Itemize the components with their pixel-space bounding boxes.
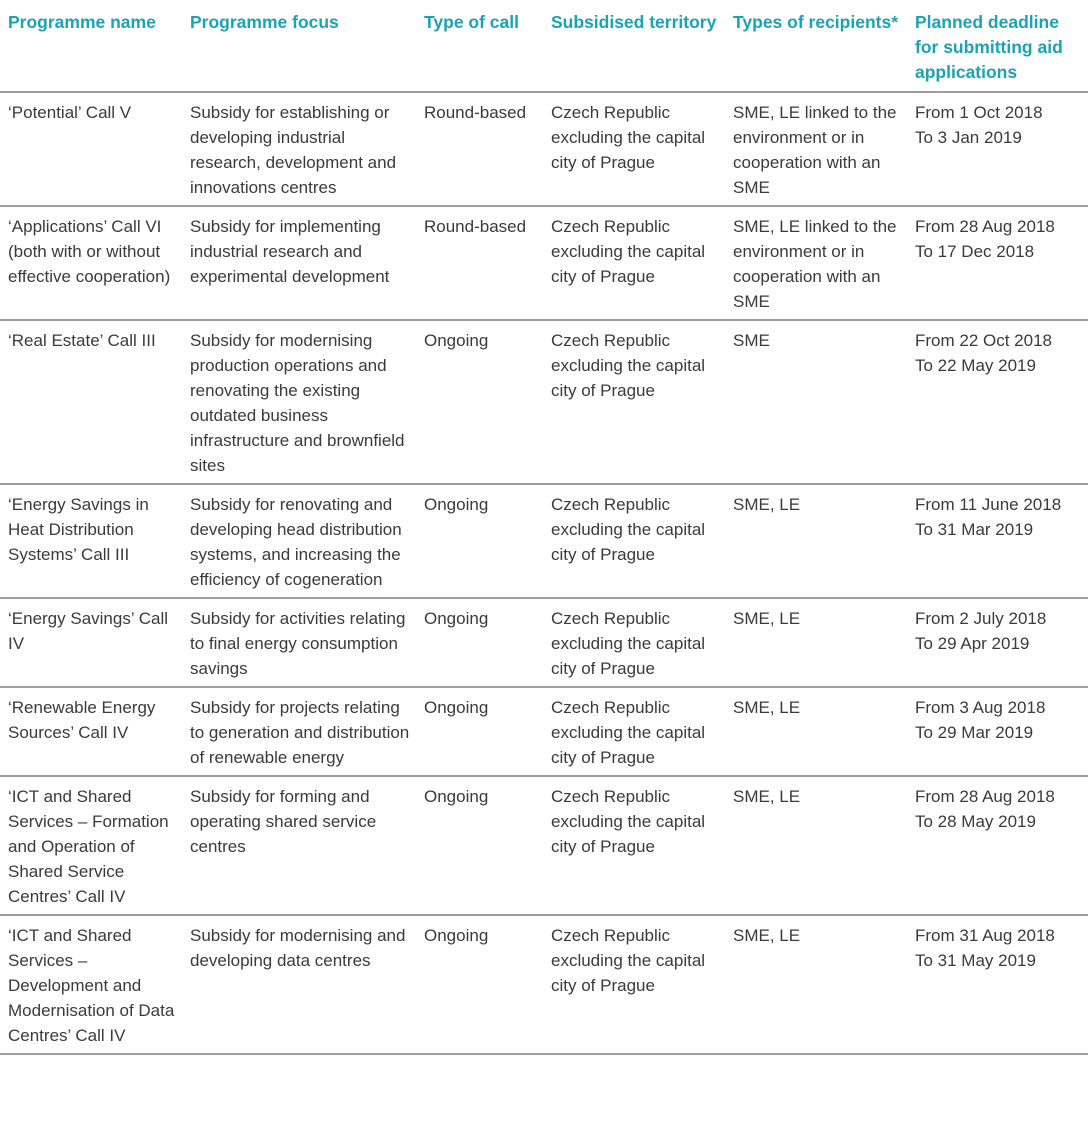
type-of-call: Ongoing	[416, 776, 543, 915]
deadline-from: From 28 Aug 2018	[915, 217, 1055, 236]
deadline-from: From 2 July 2018	[915, 609, 1047, 628]
planned-deadline	[907, 92, 1088, 206]
planned-deadline	[907, 776, 1088, 915]
types-of-recipients: SME, LE	[725, 687, 907, 776]
header-subsidised-territory: Subsidised territory	[543, 0, 725, 92]
programme-name: ‘Energy Savings’ Call IV	[0, 598, 182, 687]
deadline-to: To 22 May 2019	[915, 356, 1036, 375]
subsidised-territory: Czech Republic excluding the capital city of Prague	[543, 687, 725, 776]
subsidised-territory: Czech Republic excluding the capital city of Prague	[543, 776, 725, 915]
type-of-call: Ongoing	[416, 598, 543, 687]
types-of-recipients: SME, LE	[725, 598, 907, 687]
deadline-from: From 22 Oct 2018	[915, 331, 1053, 350]
planned-deadline	[907, 598, 1088, 687]
table-header	[0, 0, 1088, 92]
programme-focus: Subsidy for modernising and developing data centres	[182, 915, 416, 1054]
programme-focus: Subsidy for projects relating to generation and distribution of renewable energy	[182, 687, 416, 776]
deadline-to: To 31 May 2019	[915, 951, 1036, 970]
types-of-recipients: SME, LE linked to the environment or in cooperation with an SME	[725, 206, 907, 320]
header-planned-deadline: Planned deadline for submitting aid applications	[907, 0, 1088, 92]
planned-deadline	[907, 320, 1088, 484]
deadline-to: To 29 Apr 2019	[915, 634, 1030, 653]
subsidised-territory: Czech Republic excluding the capital city of Prague	[543, 915, 725, 1054]
planned-deadline	[907, 206, 1088, 320]
planned-deadline	[907, 915, 1088, 1054]
programme-focus: Subsidy for forming and operating shared service centres	[182, 776, 416, 915]
type-of-call: Round-based	[416, 206, 543, 320]
deadline-from: From 28 Aug 2018	[915, 787, 1055, 806]
programme-name: ‘Applications’ Call VI (both with or without effective cooperation)	[0, 206, 182, 320]
planned-deadline	[907, 484, 1088, 598]
types-of-recipients: SME	[725, 320, 907, 484]
subsidised-territory: Czech Republic excluding the capital city of Prague	[543, 206, 725, 320]
programme-name: ‘Renewable Energy Sources’ Call IV	[0, 687, 182, 776]
table-row	[0, 776, 1088, 915]
programme-name: ‘ICT and Shared Services – Formation and Operation of Shared Service Centres’ Call IV	[0, 776, 182, 915]
programme-focus: Subsidy for implementing industrial research and experimental development	[182, 206, 416, 320]
header-row	[0, 0, 1088, 92]
programme-name: ‘Energy Savings in Heat Distribution Systems’ Call III	[0, 484, 182, 598]
header-programme-name: Programme name	[0, 0, 182, 92]
deadline-from: From 3 Aug 2018	[915, 698, 1046, 717]
programme-focus: Subsidy for modernising production operations and renovating the existing outdated business infrastructure and brownfield sites	[182, 320, 416, 484]
programme-focus: Subsidy for renovating and developing head distribution systems, and increasing the efficiency of cogeneration	[182, 484, 416, 598]
programme-focus: Subsidy for establishing or developing industrial research, development and innovations centres	[182, 92, 416, 206]
table-row	[0, 484, 1088, 598]
programme-focus: Subsidy for activities relating to final energy consumption savings	[182, 598, 416, 687]
types-of-recipients: SME, LE linked to the environment or in cooperation with an SME	[725, 92, 907, 206]
types-of-recipients: SME, LE	[725, 776, 907, 915]
deadline-from: From 31 Aug 2018	[915, 926, 1055, 945]
types-of-recipients: SME, LE	[725, 915, 907, 1054]
table-row	[0, 92, 1088, 206]
programme-name: ‘Potential’ Call V	[0, 92, 182, 206]
table-row	[0, 598, 1088, 687]
header-types-of-recipients: Types of recipients*	[725, 0, 907, 92]
deadline-to: To 17 Dec 2018	[915, 242, 1035, 261]
deadline-to: To 29 Mar 2019	[915, 723, 1034, 742]
deadline-from: From 11 June 2018	[915, 495, 1062, 514]
header-programme-focus: Programme focus	[182, 0, 416, 92]
subsidised-territory: Czech Republic excluding the capital city of Prague	[543, 598, 725, 687]
programme-name: ‘Real Estate’ Call III	[0, 320, 182, 484]
table-row	[0, 687, 1088, 776]
table-row	[0, 206, 1088, 320]
programme-name: ‘ICT and Shared Services – Development and Modernisation of Data Centres’ Call IV	[0, 915, 182, 1054]
deadline-from: From 1 Oct 2018	[915, 103, 1043, 122]
type-of-call: Ongoing	[416, 915, 543, 1054]
type-of-call: Round-based	[416, 92, 543, 206]
type-of-call: Ongoing	[416, 484, 543, 598]
subsidised-territory: Czech Republic excluding the capital city of Prague	[543, 320, 725, 484]
deadline-to: To 31 Mar 2019	[915, 520, 1034, 539]
table-body	[0, 92, 1088, 1054]
subsidised-territory: Czech Republic excluding the capital city of Prague	[543, 484, 725, 598]
type-of-call: Ongoing	[416, 687, 543, 776]
subsidised-territory: Czech Republic excluding the capital city of Prague	[543, 92, 725, 206]
types-of-recipients: SME, LE	[725, 484, 907, 598]
table-row	[0, 915, 1088, 1054]
planned-deadline	[907, 687, 1088, 776]
table-row	[0, 320, 1088, 484]
header-type-of-call: Type of call	[416, 0, 543, 92]
type-of-call: Ongoing	[416, 320, 543, 484]
deadline-to: To 3 Jan 2019	[915, 128, 1022, 147]
deadline-to: To 28 May 2019	[915, 812, 1036, 831]
